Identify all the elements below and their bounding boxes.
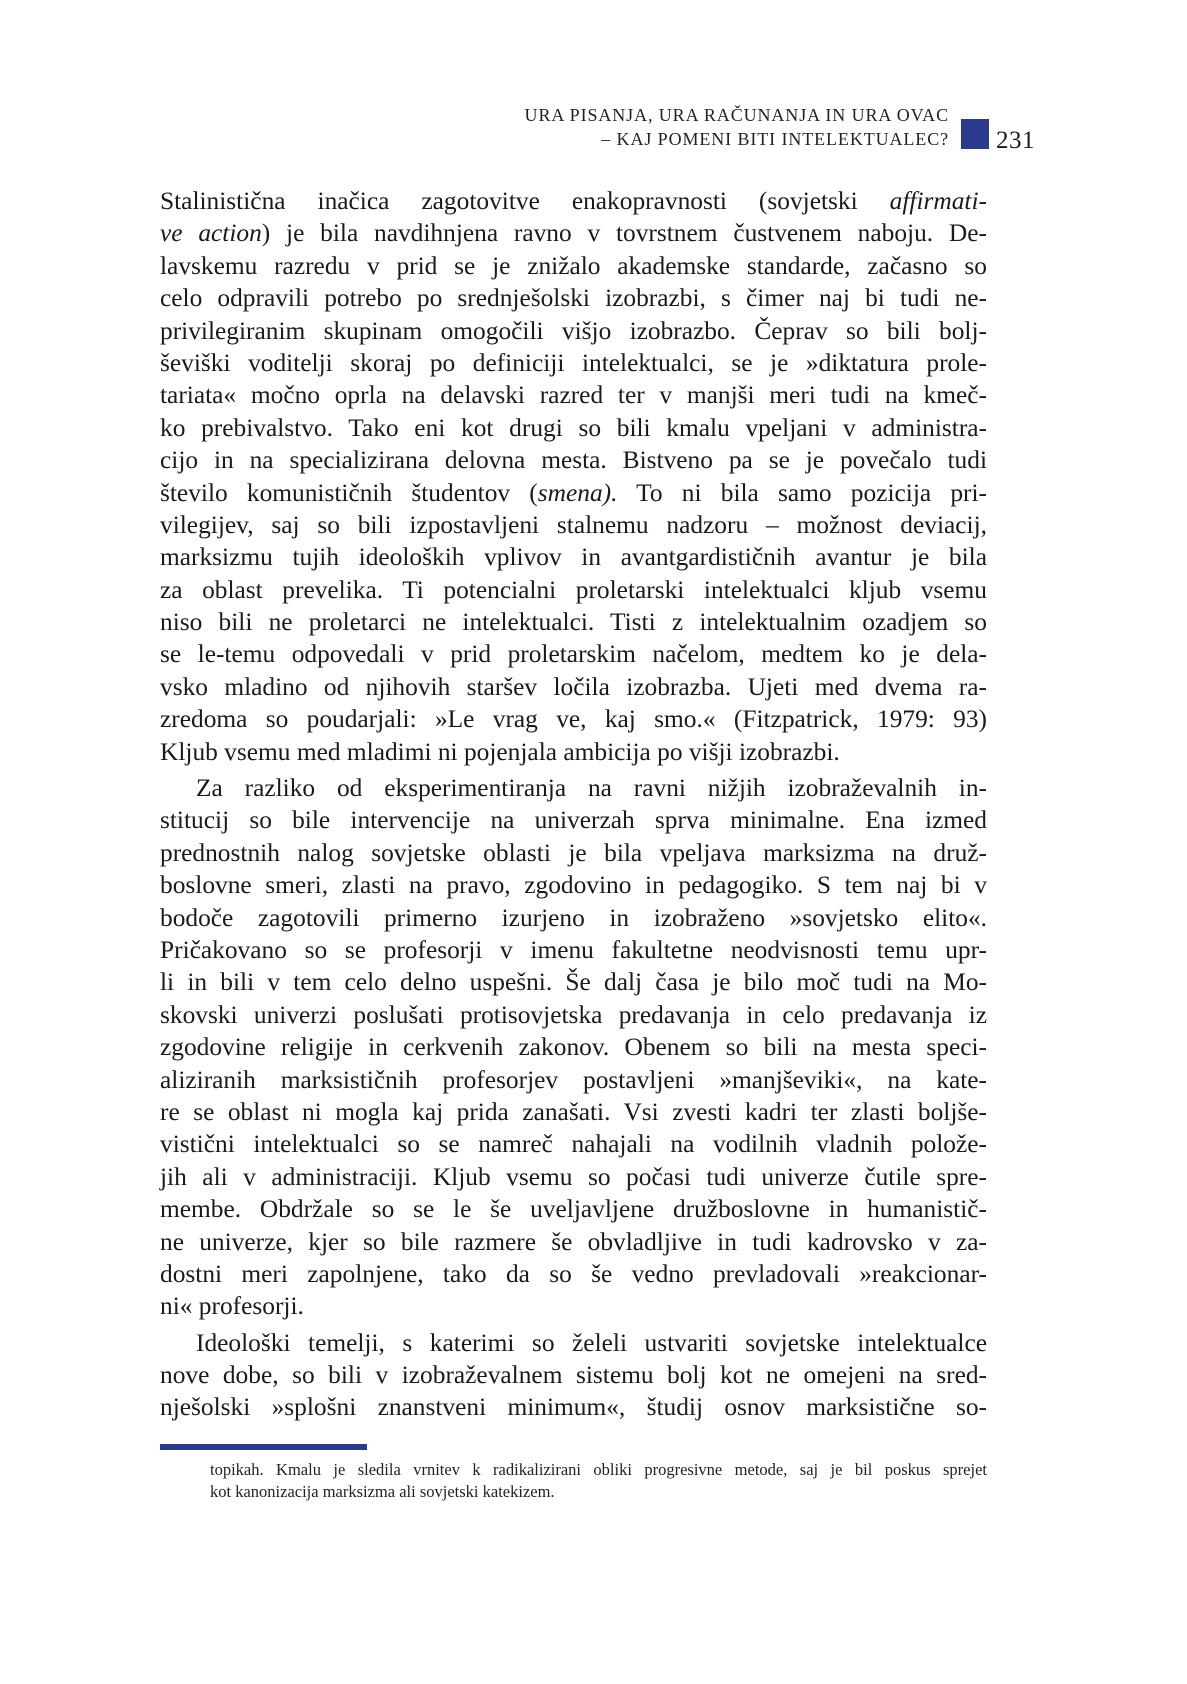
text-line: vistični intelektualci so se namreč nahajali na vodilnih vladnih polože- xyxy=(160,1130,987,1159)
text-line: jih ali v administraciji. Kljub vsemu so počasi tudi univerze čutile spre- xyxy=(160,1162,987,1191)
text-line: ve action) je bila navdihnjena ravno v tovrstnem čustvenem naboju. De- xyxy=(160,219,987,248)
text-line: ko prebivalstvo. Tako eni kot drugi so bili kmalu vpeljani v administra- xyxy=(160,413,987,442)
text-line: marksizmu tujih ideoloških vplivov in avantgardističnih avantur je bila xyxy=(160,543,987,572)
text-line: Stalinistična inačica zagotovitve enakopravnosti (sovjetski affirmati- xyxy=(160,187,987,215)
text-line: dostni meri zapolnjene, tako da so še vedno prevladovali »reakcionar- xyxy=(160,1259,987,1288)
text-line: boslovne smeri, zlasti na pravo, zgodovino in pedagogiko. S tem naj bi v xyxy=(160,871,987,900)
text-line: aliziranih marksističnih profesorjev postavljeni »manjševiki«, na kate- xyxy=(160,1065,987,1094)
text-line: ni« profesorji. xyxy=(160,1292,304,1321)
page-number: 231 xyxy=(996,127,1035,154)
text-line: zgodovine religije in cerkvenih zakonov. Obenem so bili na mesta speci- xyxy=(160,1033,987,1062)
text-line: lavskemu razredu v prid se je znižalo akademske standarde, začasno so xyxy=(160,251,987,280)
text-line: nove dobe, so bili v izobraževalnem sistemu bolj kot ne omejeni na sred- xyxy=(160,1361,987,1390)
running-header-line-1: URA PISANJA, URA RAČUNANJA IN URA OVAC xyxy=(524,105,949,125)
running-header xyxy=(525,103,949,151)
paragraph-2 xyxy=(160,772,987,1323)
text-line: zredoma so poudarjali: »Le vrag ve, kaj smo.« (Fitzpatrick, 1979: 93) xyxy=(160,705,987,734)
footnote-line: topikah. Kmalu je sledila vrnitev k radikalizirani obliki progresivne metode, saj je bil poskus sprejet xyxy=(210,1460,987,1479)
footnote xyxy=(210,1459,987,1503)
italic-term: affirmati- xyxy=(889,187,987,215)
footnote-line: kot kanonizacija marksizma ali sovjetski katekizem. xyxy=(210,1482,555,1501)
text-line: vilegijev, saj so bili izpostavljeni stalnemu nadzoru – možnost deviacij, xyxy=(160,510,987,539)
text-line: za oblast prevelika. Ti potencialni proletarski intelektualci kljub vsemu xyxy=(160,575,987,604)
footnote-separator xyxy=(160,1444,367,1450)
text-line: vsko mladino od njihovih staršev ločila izobrazba. Ujeti med dvema ra- xyxy=(160,672,987,701)
text-line: se le-temu odpovedali v prid proletarskim načelom, medtem ko je dela- xyxy=(160,640,987,669)
text-line: stitucij so bile intervencije na univerzah sprva minimalne. Ena izmed xyxy=(160,806,987,835)
text-line: tariata« močno oprla na delavski razred ter v manjši meri tudi na kmeč- xyxy=(160,381,987,410)
running-header-line-2: – KAJ POMENI BITI INTELEKTUALEC? xyxy=(601,129,949,149)
text-line: ne univerze, kjer so bile razmere še obvladljive in tudi kadrovsko v za- xyxy=(160,1227,987,1256)
header-accent-block xyxy=(961,119,989,149)
text-line: Kljub vsemu med mladimi ni pojenjala ambicija po višji izobrazbi. xyxy=(160,737,840,766)
paragraph-3 xyxy=(160,1327,987,1424)
text-line: niso bili ne proletarci ne intelektualci. Tisti z intelektualnim ozadjem so xyxy=(160,608,987,637)
text-line: bodoče zagotovili primerno izurjeno in izobraženo »sovjetsko elito«. xyxy=(160,903,987,932)
italic-term: ve action xyxy=(160,219,262,248)
text-line: število komunističnih študentov (smena). To ni bila samo pozicija pri- xyxy=(160,478,988,507)
text-line: privilegiranim skupinam omogočili višjo izobrazbo. Čeprav so bili bolj- xyxy=(160,316,987,345)
text-line: nješolski »splošni znanstveni minimum«, študij osnov marksistične so- xyxy=(160,1393,987,1422)
text-line: Pričakovano so se profesorji v imenu fakultetne neodvisnosti temu upr- xyxy=(160,935,987,964)
text-line: ševiški voditelji skoraj po definiciji intelektualci, se je »diktatura prole- xyxy=(160,348,987,377)
text-line: re se oblast ni mogla kaj prida zanašati. Vsi zvesti kadri ter zlasti boljše- xyxy=(160,1097,987,1126)
body-text xyxy=(160,185,987,1424)
paragraph-1 xyxy=(160,185,987,768)
text-line: celo odpravili potrebo po srednješolski izobrazbi, s čimer naj bi tudi ne- xyxy=(160,284,987,313)
text-line: skovski univerzi poslušati protisovjetska predavanja in celo predavanja iz xyxy=(160,1000,987,1029)
text-line: cijo in na specializirana delovna mesta. Bistveno pa se je povečalo tudi xyxy=(160,446,987,475)
text-line: li in bili v tem celo delno uspešni. Še dalj časa je bilo moč tudi na Mo- xyxy=(160,968,987,997)
text-line: Ideološki temelji, s katerimi so želeli ustvariti sovjetske intelektualce xyxy=(196,1328,987,1357)
italic-term: smena). xyxy=(537,478,618,507)
text-line: membe. Obdržale so se le še uveljavljene družboslovne in humanistič- xyxy=(160,1195,987,1224)
text-line: prednostnih nalog sovjetske oblasti je bila vpeljava marksizma na druž- xyxy=(160,838,987,867)
text-line: Za razliko od eksperimentiranja na ravni nižjih izobraževalnih in- xyxy=(196,774,987,803)
